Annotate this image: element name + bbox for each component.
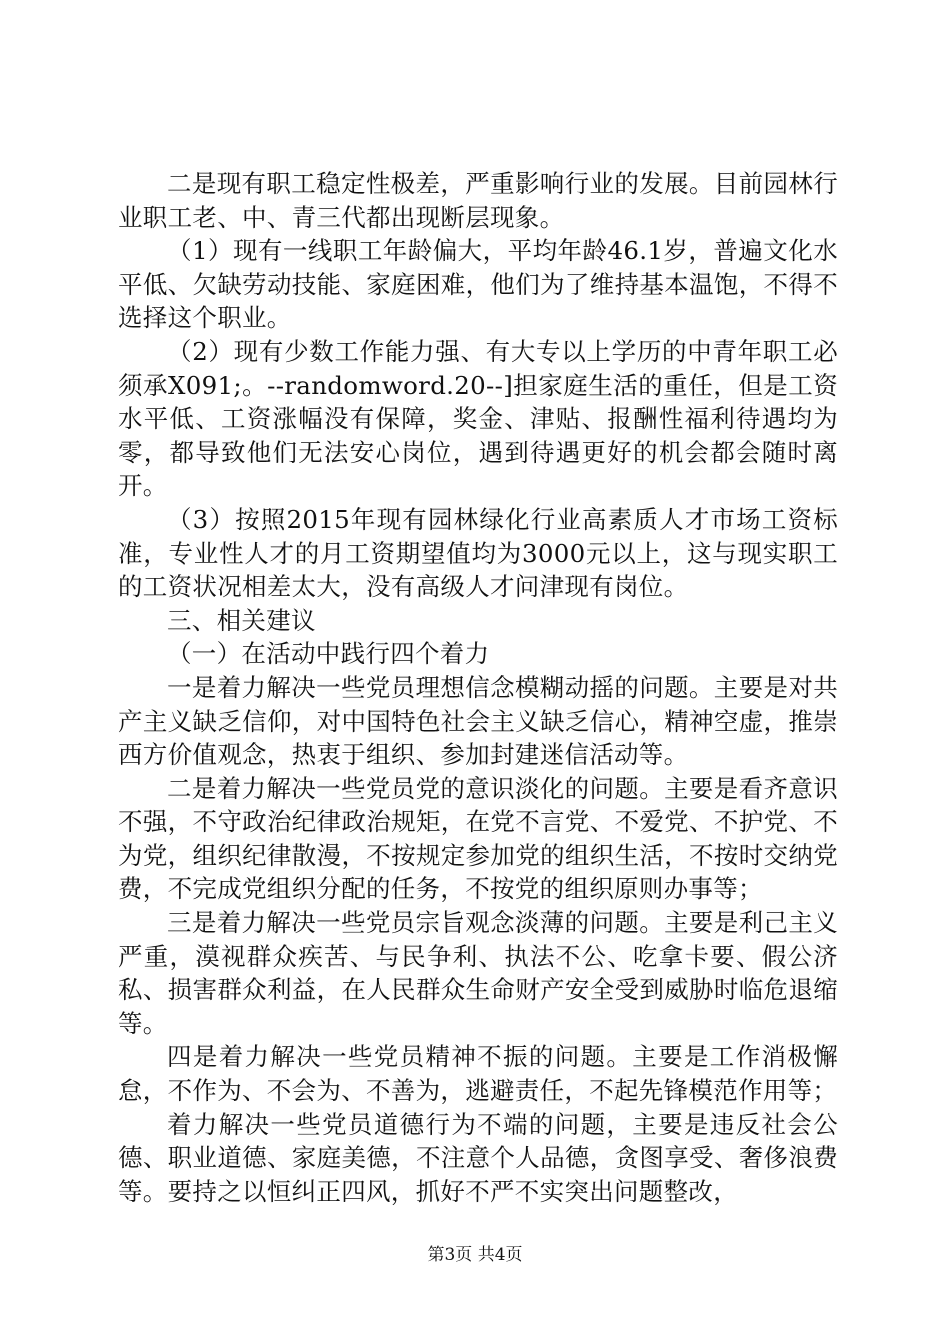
paragraph-point-1: （1）现有一线职工年龄偏大，平均年龄46.1岁，普遍文化水平低、欠缺劳动技能、家庭困难，他们为了维持基本温饱，不得不选择这个职业。 <box>118 236 838 333</box>
paragraph-staff-instability: 二是现有职工稳定性极差，严重影响行业的发展。目前园林行业职工老、中、青三代都出现断层现象。 <box>118 169 838 232</box>
paragraph-effort-1: 一是着力解决一些党员理想信念模糊动摇的问题。主要是对共产主义缺乏信仰，对中国特色社会主义缺乏信心，精神空虚，推崇西方价值观念，热衷于组织、参加封建迷信活动等。 <box>118 672 838 770</box>
section-heading-suggestions: 三、相关建议 <box>167 605 316 635</box>
paragraph-effort-4: 四是着力解决一些党员精神不振的问题。主要是工作消极懈怠，不作为、不会为、不善为，逃避责任，不起先锋模范作用等； <box>118 1042 838 1106</box>
paragraph-effort-5: 着力解决一些党员道德行为不端的问题，主要是违反社会公德、职业道德、家庭美德，不注意个人品德，贪图享受、奢侈浪费等。要持之以恒纠正四风，抓好不严不实突出问题整改， <box>118 1109 838 1206</box>
document-body <box>118 167 838 1208</box>
paragraph-effort-3: 三是着力解决一些党员宗旨观念淡薄的问题。主要是利己主义严重，漠视群众疾苦、与民争利、执法不公、吃拿卡要、假公济私、损害群众利益，在人民群众生命财产安全受到威胁时临危退缩等。 <box>118 908 838 1038</box>
subsection-heading-four-efforts: （一）在活动中践行四个着力 <box>167 639 490 669</box>
paragraph-point-2: （2）现有少数工作能力强、有大专以上学历的中青年职工必须承X091;。--randomword.20--]担家庭生活的重任，但是工资水平低、工资涨幅没有保障，奖金、津贴、报酬性福利待遇均为零，都导致他们无法安心岗位，遇到待遇更好的机会都会随时离开。 <box>118 336 838 501</box>
paragraph-effort-2: 二是着力解决一些党员党的意识淡化的问题。主要是看齐意识不强，不守政治纪律政治规矩，在党不言党、不爱党、不护党、不为党，组织纪律散漫，不按规定参加党的组织生活，不按时交纳党费，不完成党组织分配的任务，不按党的组织原则办事等； <box>118 773 838 904</box>
paragraph-point-3: （3）按照2015年现有园林绿化行业高素质人才市场工资标准，专业性人才的月工资期望值均为3000元以上，这与现实职工的工资状况相差太大，没有高级人才问津现有岗位。 <box>118 504 838 602</box>
page-number-footer: 第3页 共4页 <box>427 1245 523 1265</box>
